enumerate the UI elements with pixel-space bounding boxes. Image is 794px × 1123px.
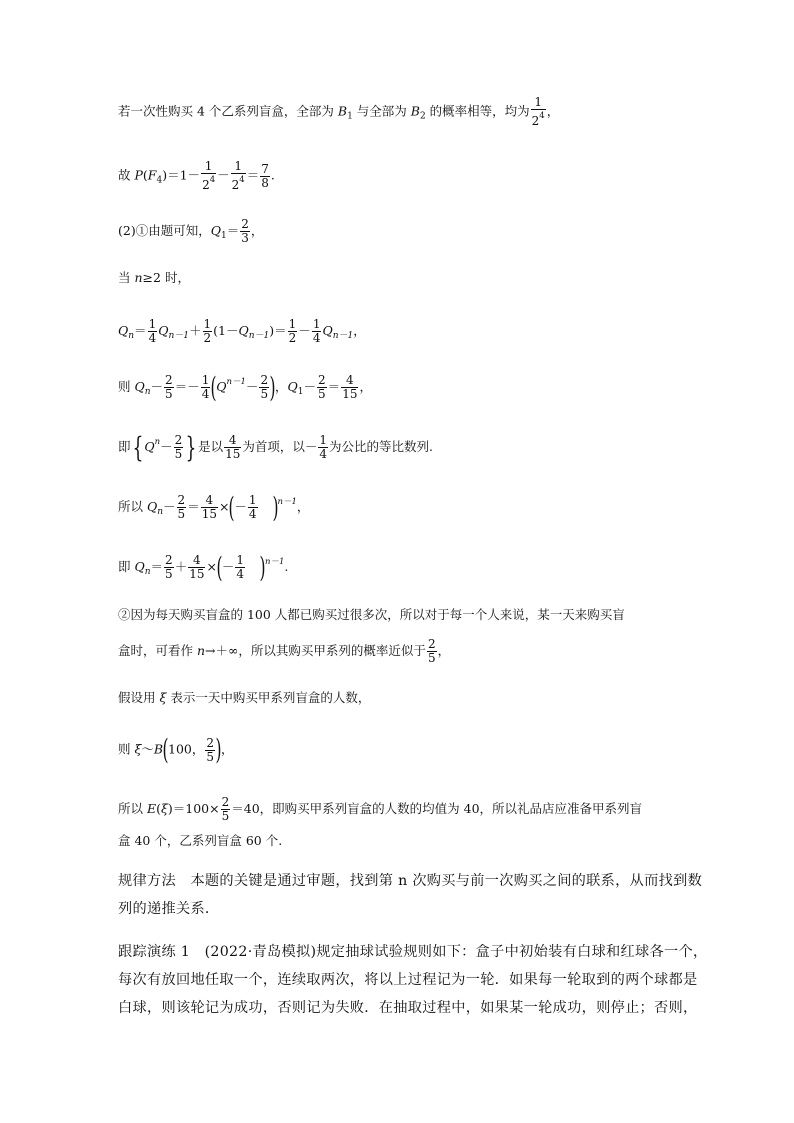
fraction-numerator: 1 xyxy=(203,317,212,331)
fraction-denominator: 15 xyxy=(225,447,241,461)
text-segment: 即 xyxy=(118,439,131,454)
fraction-denominator: 5 xyxy=(260,387,269,401)
text-segment: 跟踪演练 1 (2022·青岛模拟)规定抽球试验规则如下：盒子中初始装有白球和红球各一个， xyxy=(118,944,708,960)
text-segment: 每次有放回地任取一个，连续取两次，将以上过程记为一轮．如果每一轮取到的两个球都是 xyxy=(118,972,698,988)
math-var: Q xyxy=(322,323,333,338)
text-segment: ( xyxy=(142,167,148,183)
math-sub: n－1 xyxy=(248,331,270,341)
fraction xyxy=(221,796,231,823)
math-var: Q xyxy=(287,379,298,394)
text-line-4 xyxy=(118,268,190,288)
text-segment: ， xyxy=(250,223,264,238)
fraction-denominator: 8 xyxy=(261,175,269,190)
fraction-numerator: 1 xyxy=(201,373,210,387)
fraction xyxy=(224,434,241,461)
fraction-denominator: 3 xyxy=(241,231,249,245)
fraction xyxy=(317,374,327,401)
fraction-denominator: 4 xyxy=(236,567,245,581)
fraction-numerator: 1 xyxy=(236,553,245,567)
right-brace: } xyxy=(185,430,197,464)
text-segment: ， xyxy=(296,499,310,514)
text-line-10 xyxy=(118,605,625,625)
left-paren: ( xyxy=(228,490,235,524)
text-line-6 xyxy=(118,372,372,402)
text-segment: ＝ xyxy=(150,559,164,574)
text-segment: 盒时，可看作 xyxy=(118,643,197,658)
math-var: Q xyxy=(210,223,221,238)
fraction-denominator: 5 xyxy=(165,387,173,401)
text-segment: ＋ xyxy=(174,559,188,574)
text-segment: × xyxy=(218,499,230,514)
math-var: Q xyxy=(158,323,169,338)
text-segment: － xyxy=(163,499,176,514)
text-segment: 表示一天中购买甲系列盲盒的人数， xyxy=(166,690,371,705)
text-segment: 故 xyxy=(118,167,135,183)
exercise-line-1 xyxy=(118,942,707,962)
text-segment: 假设用 xyxy=(118,690,160,705)
text-segment: － xyxy=(160,439,173,454)
fraction-denominator: 15 xyxy=(201,507,217,521)
fraction xyxy=(248,494,258,521)
text-segment: － xyxy=(217,167,230,183)
fraction xyxy=(231,160,246,192)
text-segment: 的概率相等，均为 xyxy=(425,103,530,119)
math-var: ξ xyxy=(161,801,168,816)
text-segment: . xyxy=(284,559,289,574)
fraction xyxy=(205,737,215,764)
fraction-numerator: 2 xyxy=(177,493,186,507)
math-sub: n－1 xyxy=(332,331,354,341)
fraction xyxy=(174,434,184,461)
math-var: Q xyxy=(144,439,155,454)
text-line-11 xyxy=(118,638,450,665)
fraction-denominator: 2 xyxy=(288,331,297,345)
fraction xyxy=(203,318,213,345)
fraction-numerator: 4 xyxy=(341,374,358,388)
math-sup: n－1 xyxy=(277,497,297,507)
text-line-12 xyxy=(118,688,370,708)
fraction-denominator: 5 xyxy=(221,809,230,823)
fraction-numerator: 4 xyxy=(188,554,205,568)
math-sub: 1 xyxy=(220,231,227,241)
fraction-numerator: 4 xyxy=(224,434,241,448)
text-segment: ， xyxy=(437,643,451,658)
text-segment: 为首项，以－ xyxy=(242,439,318,454)
text-line-3 xyxy=(118,218,263,246)
fraction-numerator: 1 xyxy=(319,433,328,447)
text-segment: ～ xyxy=(141,741,154,757)
den-exp: 4 xyxy=(239,175,245,185)
fraction-denominator: 4 xyxy=(248,507,257,521)
text-segment: 与全部为 xyxy=(352,103,411,119)
text-segment: ②因为每天购买盲盒的 100 人都已购买过很多次，所以对于每一个人来说，某一天来购买盲 xyxy=(118,607,625,622)
text-segment: ＝ xyxy=(134,323,147,338)
text-segment: 列的递推关系． xyxy=(118,901,220,917)
math-var: Q xyxy=(134,379,145,394)
fraction xyxy=(318,434,328,461)
text-segment: 若一次性购买 4 个乙系列盲盒，全部为 xyxy=(118,103,338,119)
text-line-1 xyxy=(118,96,559,128)
text-segment: ( xyxy=(156,801,161,816)
den-exp: 4 xyxy=(539,111,545,121)
den-exp: 4 xyxy=(209,175,216,185)
left-brace: { xyxy=(132,430,143,464)
fraction xyxy=(201,494,218,521)
fraction-denominator: 5 xyxy=(318,387,326,401)
text-segment: 则 xyxy=(118,379,135,394)
method-line-1 xyxy=(118,871,702,891)
text-segment: . xyxy=(270,167,275,183)
exercise-line-2 xyxy=(118,970,698,990)
fraction xyxy=(201,160,216,192)
text-line-8 xyxy=(118,492,309,522)
fraction-numerator: 2 xyxy=(318,373,326,387)
math-var: F xyxy=(147,167,157,183)
text-segment: 白球，则该轮记为成功，否则记为失败．在抽取过程中，如果某一轮成功，则停止；否则， xyxy=(118,1000,698,1016)
fraction-numerator: 2 xyxy=(174,433,183,447)
text-segment: ， xyxy=(546,103,560,119)
text-segment: )＝1－ xyxy=(162,167,201,183)
text-segment: 是以 xyxy=(198,439,224,454)
fraction-denominator: 4 xyxy=(319,447,328,461)
math-sub: n xyxy=(144,567,151,577)
fraction xyxy=(148,318,158,345)
fraction xyxy=(312,318,322,345)
fraction-denominator: 5 xyxy=(427,651,436,665)
fraction-numerator: 2 xyxy=(260,373,269,387)
text-segment: 则 xyxy=(118,741,135,757)
fraction-denominator: 4 xyxy=(201,387,210,401)
text-segment: － xyxy=(150,379,164,394)
text-segment: (2)①由题可知， xyxy=(118,223,211,238)
text-segment: － xyxy=(298,323,311,338)
text-segment: 100， xyxy=(168,741,205,757)
fraction-numerator: 1 xyxy=(231,160,246,174)
text-segment: ， xyxy=(220,741,234,757)
text-segment: ＝ xyxy=(187,499,200,514)
fraction-numerator: 1 xyxy=(531,96,546,110)
text-segment: 即 xyxy=(118,559,135,574)
fraction-denominator: 5 xyxy=(165,567,173,581)
fraction-numerator: 4 xyxy=(201,494,218,508)
text-segment: 为公比的等比数列. xyxy=(329,439,433,454)
text-segment: ＝－ xyxy=(174,379,200,394)
fraction-denominator xyxy=(531,110,546,128)
text-segment: 所以 xyxy=(118,801,147,816)
math-sup: n－1 xyxy=(226,377,246,387)
fraction-numerator: 2 xyxy=(427,637,436,651)
math-sub: 4 xyxy=(156,175,163,186)
text-line-2 xyxy=(118,160,275,192)
fraction-numerator: 1 xyxy=(248,493,257,507)
text-segment: ， xyxy=(359,379,372,394)
text-segment: － xyxy=(245,379,259,394)
right-paren: ) xyxy=(215,733,222,766)
math-sub: n xyxy=(144,387,151,397)
math-sub: 2 xyxy=(419,111,426,122)
math-var: ξ xyxy=(134,741,142,757)
fraction-denominator: 15 xyxy=(189,567,205,581)
fraction-denominator: 15 xyxy=(342,387,358,401)
fraction-numerator: 1 xyxy=(312,317,321,331)
math-sup: n xyxy=(154,437,161,447)
text-segment: ， xyxy=(275,379,288,394)
math-sub: n xyxy=(128,331,135,341)
text-segment: 当 xyxy=(118,270,135,285)
text-segment: － xyxy=(303,379,317,394)
exercise-line-3 xyxy=(118,998,698,1018)
right-paren: ) xyxy=(272,490,279,524)
fraction xyxy=(240,218,250,245)
math-sub: n－1 xyxy=(168,331,189,341)
fraction-denominator: 4 xyxy=(312,331,321,345)
den-base: 2 xyxy=(202,178,210,192)
fraction-numerator: 2 xyxy=(206,735,215,750)
fraction-denominator: 5 xyxy=(174,447,183,461)
text-segment: 规律方法 本题的关键是通过审题，找到第 n 次购买与前一次购买之间的联系，从而找到数 xyxy=(118,873,703,889)
left-paren: ( xyxy=(162,733,169,766)
math-var: E xyxy=(146,801,157,816)
text-segment: →＋∞，所以其购买甲系列的概率近似于 xyxy=(205,643,426,658)
fraction xyxy=(427,638,437,665)
left-paren: ( xyxy=(210,370,217,404)
math-sup: n－1 xyxy=(265,557,285,567)
math-var: Q xyxy=(134,559,145,574)
text-segment: 所以 xyxy=(118,499,147,514)
text-segment: ， xyxy=(353,323,366,338)
method-line-2 xyxy=(118,899,219,919)
fraction-denominator: 2 xyxy=(203,331,212,345)
math-sub: n xyxy=(157,507,164,517)
fraction-numerator: 2 xyxy=(165,553,173,567)
text-segment: ＝40，即购买甲系列盲盒的人数的均值为 40，所以礼品店应准备甲系列盲 xyxy=(231,801,643,816)
text-segment: － xyxy=(234,499,247,514)
fraction xyxy=(288,318,298,345)
fraction xyxy=(260,163,270,190)
text-segment: ≥2 时， xyxy=(142,270,190,285)
fraction-numerator: 1 xyxy=(288,317,297,331)
fraction xyxy=(235,554,245,581)
math-var: Q xyxy=(216,379,227,394)
den-base: 2 xyxy=(231,178,240,192)
math-sub: 1 xyxy=(347,111,353,122)
text-segment: ＝ xyxy=(327,379,341,394)
text-segment: )＝ xyxy=(269,323,287,338)
fraction xyxy=(164,554,174,581)
fraction-numerator: 2 xyxy=(165,373,173,387)
text-segment: ＝ xyxy=(246,167,260,183)
math-sub: 1 xyxy=(297,387,304,397)
math-var: Q xyxy=(146,499,158,514)
fraction-numerator: 2 xyxy=(241,217,249,231)
fraction-denominator: 5 xyxy=(177,507,186,521)
text-segment: (1－ xyxy=(213,323,239,338)
math-var: B xyxy=(153,741,164,757)
text-line-7 xyxy=(118,432,433,462)
fraction-denominator xyxy=(231,174,246,192)
text-line-14 xyxy=(118,796,642,823)
right-paren: ) xyxy=(269,370,276,404)
math-var: Q xyxy=(238,323,249,338)
fraction-numerator: 7 xyxy=(261,161,269,176)
math-var: n xyxy=(134,270,143,285)
fraction xyxy=(259,374,269,401)
left-paren: ( xyxy=(216,550,223,584)
right-paren: ) xyxy=(259,550,266,584)
text-line-15 xyxy=(118,831,282,851)
fraction-numerator: 1 xyxy=(201,160,216,174)
fraction-denominator xyxy=(201,174,216,192)
math-var: Q xyxy=(118,323,129,338)
fraction xyxy=(201,374,211,401)
text-line-9 xyxy=(118,552,288,582)
fraction xyxy=(164,374,174,401)
fraction xyxy=(341,374,358,401)
fraction-denominator: 5 xyxy=(206,749,215,764)
math-var: B xyxy=(337,103,348,119)
math-var: n xyxy=(196,643,206,658)
text-segment: )＝100× xyxy=(167,801,220,816)
text-line-13 xyxy=(118,733,234,766)
text-segment: × xyxy=(206,559,217,574)
math-var: P xyxy=(134,167,143,183)
text-segment: ＋ xyxy=(188,323,202,338)
text-segment: － xyxy=(221,559,235,574)
math-var: B xyxy=(410,103,420,119)
math-var: ξ xyxy=(159,690,167,705)
text-segment: ＝ xyxy=(226,223,240,238)
fraction xyxy=(188,554,205,581)
fraction-denominator: 4 xyxy=(148,331,157,345)
den-base: 2 xyxy=(531,114,540,128)
text-line-5 xyxy=(118,318,366,346)
text-segment: 盒 40 个，乙系列盲盒 60 个. xyxy=(118,833,283,848)
fraction-numerator: 1 xyxy=(148,317,157,331)
fraction xyxy=(177,494,187,521)
fraction xyxy=(531,96,546,128)
fraction-numerator: 2 xyxy=(221,795,230,809)
